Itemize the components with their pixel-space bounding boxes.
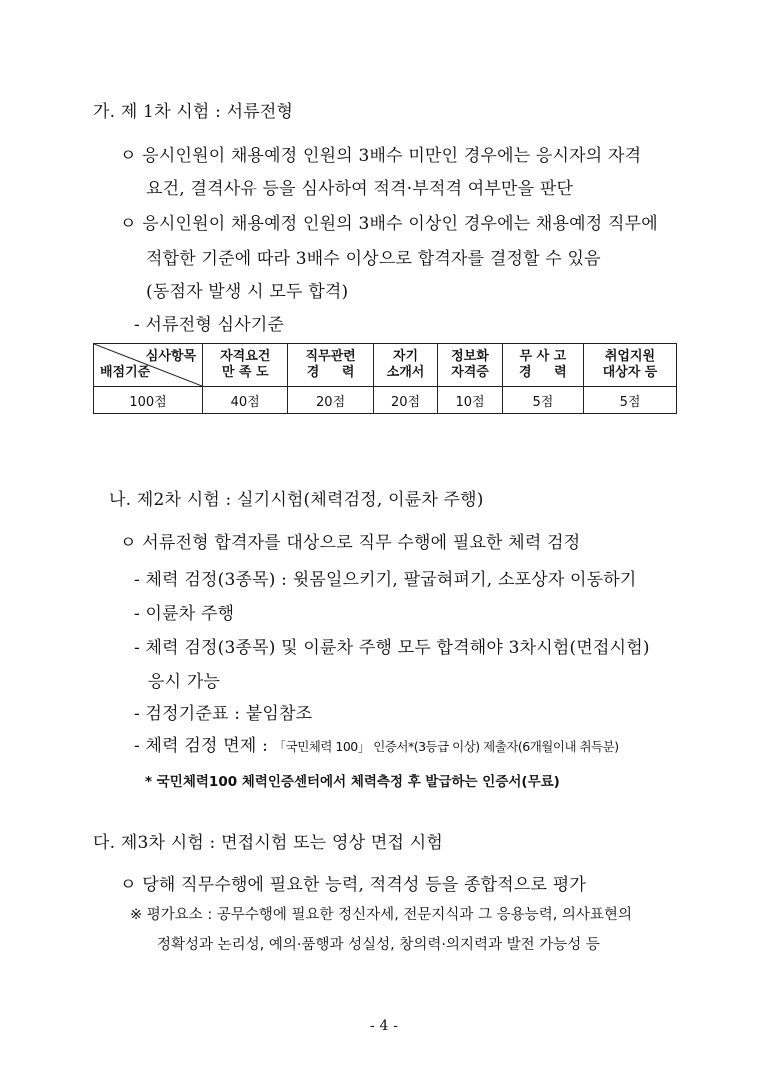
page-number: - 4 - [369, 1018, 399, 1034]
exemption-line [134, 738, 619, 755]
criteria-title: - 서류전형 심사기준 [134, 315, 285, 335]
table-header-cell: 자격요건 만 족 도 [203, 344, 288, 387]
table-cell: 100점 [94, 387, 203, 414]
table-cell: 5점 [502, 387, 583, 414]
table-cell: 20점 [288, 387, 373, 414]
section3-title: 다. 제3차 시험 : 면접시험 또는 영상 면접 시험 [93, 833, 443, 853]
table-cell: 40점 [203, 387, 288, 414]
corner-top-label: 심사항목 [145, 349, 196, 364]
section1-bullet1-line2: 요건, 결격사유 등을 심사하여 적격·부적격 여부만을 판단 [146, 179, 574, 199]
table-header-cell: 취업지원 대상자 등 [584, 344, 677, 387]
exemption-detail: 「국민체력 100」 인증서*(3등급 이상) 제출자(6개월이내 취득분) [273, 739, 619, 754]
table-row [94, 387, 677, 414]
table-header-row [94, 344, 677, 387]
section2-title: 나. 제2차 시험 : 실기시험(체력검정, 이륜차 주행) [109, 490, 484, 510]
table-cell: 10점 [438, 387, 502, 414]
table-corner-cell [94, 344, 203, 387]
section2-bullet: ㅇ 서류전형 합격자를 대상으로 직무 수행에 필요한 체력 검정 [120, 533, 581, 553]
section3-bullet: ㅇ 당해 직무수행에 필요한 능력, 적격성 등을 종합적으로 평가 [120, 875, 586, 895]
table-header-cell: 정보화 자격증 [438, 344, 502, 387]
table-header-cell: 직무관련 경 력 [288, 344, 373, 387]
corner-bottom-label: 배점기준 [100, 365, 151, 381]
evaluation-note-line1: ※ 평가요소 : 공무수행에 필요한 정신자세, 전문지식과 그 응용능력, 의사표현의 [130, 907, 632, 923]
table-header-cell: 무 사 고 경 력 [502, 344, 583, 387]
section1-bullet2-line3: (동점자 발생 시 모두 합격) [146, 282, 349, 302]
exemption-prefix: - 체력 검정 면제 : [134, 736, 274, 756]
table-cell: 20점 [373, 387, 437, 414]
table-header-cell: 자기 소개서 [373, 344, 437, 387]
section2-item: - 체력 검정(3종목) 및 이륜차 주행 모두 합격해야 3차시험(면접시험) [134, 638, 650, 658]
footnote: * 국민체력100 체력인증센터에서 체력측정 후 발급하는 인증서(무료) [145, 774, 560, 790]
evaluation-note-line2: 정확성과 논리성, 예의·품행과 성실성, 창의력·의지력과 발전 가능성 등 [157, 937, 600, 953]
section2-item: - 체력 검정(3종목) : 윗몸일으키기, 팔굽혀펴기, 소포상자 이동하기 [134, 570, 637, 590]
screening-criteria-table [93, 343, 677, 414]
section1-title: 가. 제 1차 시험 : 서류전형 [93, 102, 294, 122]
section1-bullet2-line1: ㅇ 응시인원이 채용예정 인원의 3배수 이상인 경우에는 채용예정 직무에 [120, 214, 658, 234]
section2-item-continued: 응시 가능 [148, 672, 221, 692]
table-cell: 5점 [584, 387, 677, 414]
section2-item: - 검정기준표 : 붙임참조 [134, 704, 313, 724]
section1-bullet2-line2: 적합한 기준에 따라 3배수 이상으로 합격자를 결정할 수 있음 [146, 249, 601, 269]
section1-bullet1-line1: ㅇ 응시인원이 채용예정 인원의 3배수 미만인 경우에는 응시자의 자격 [120, 146, 642, 166]
section2-item: - 이륜차 주행 [134, 604, 235, 624]
